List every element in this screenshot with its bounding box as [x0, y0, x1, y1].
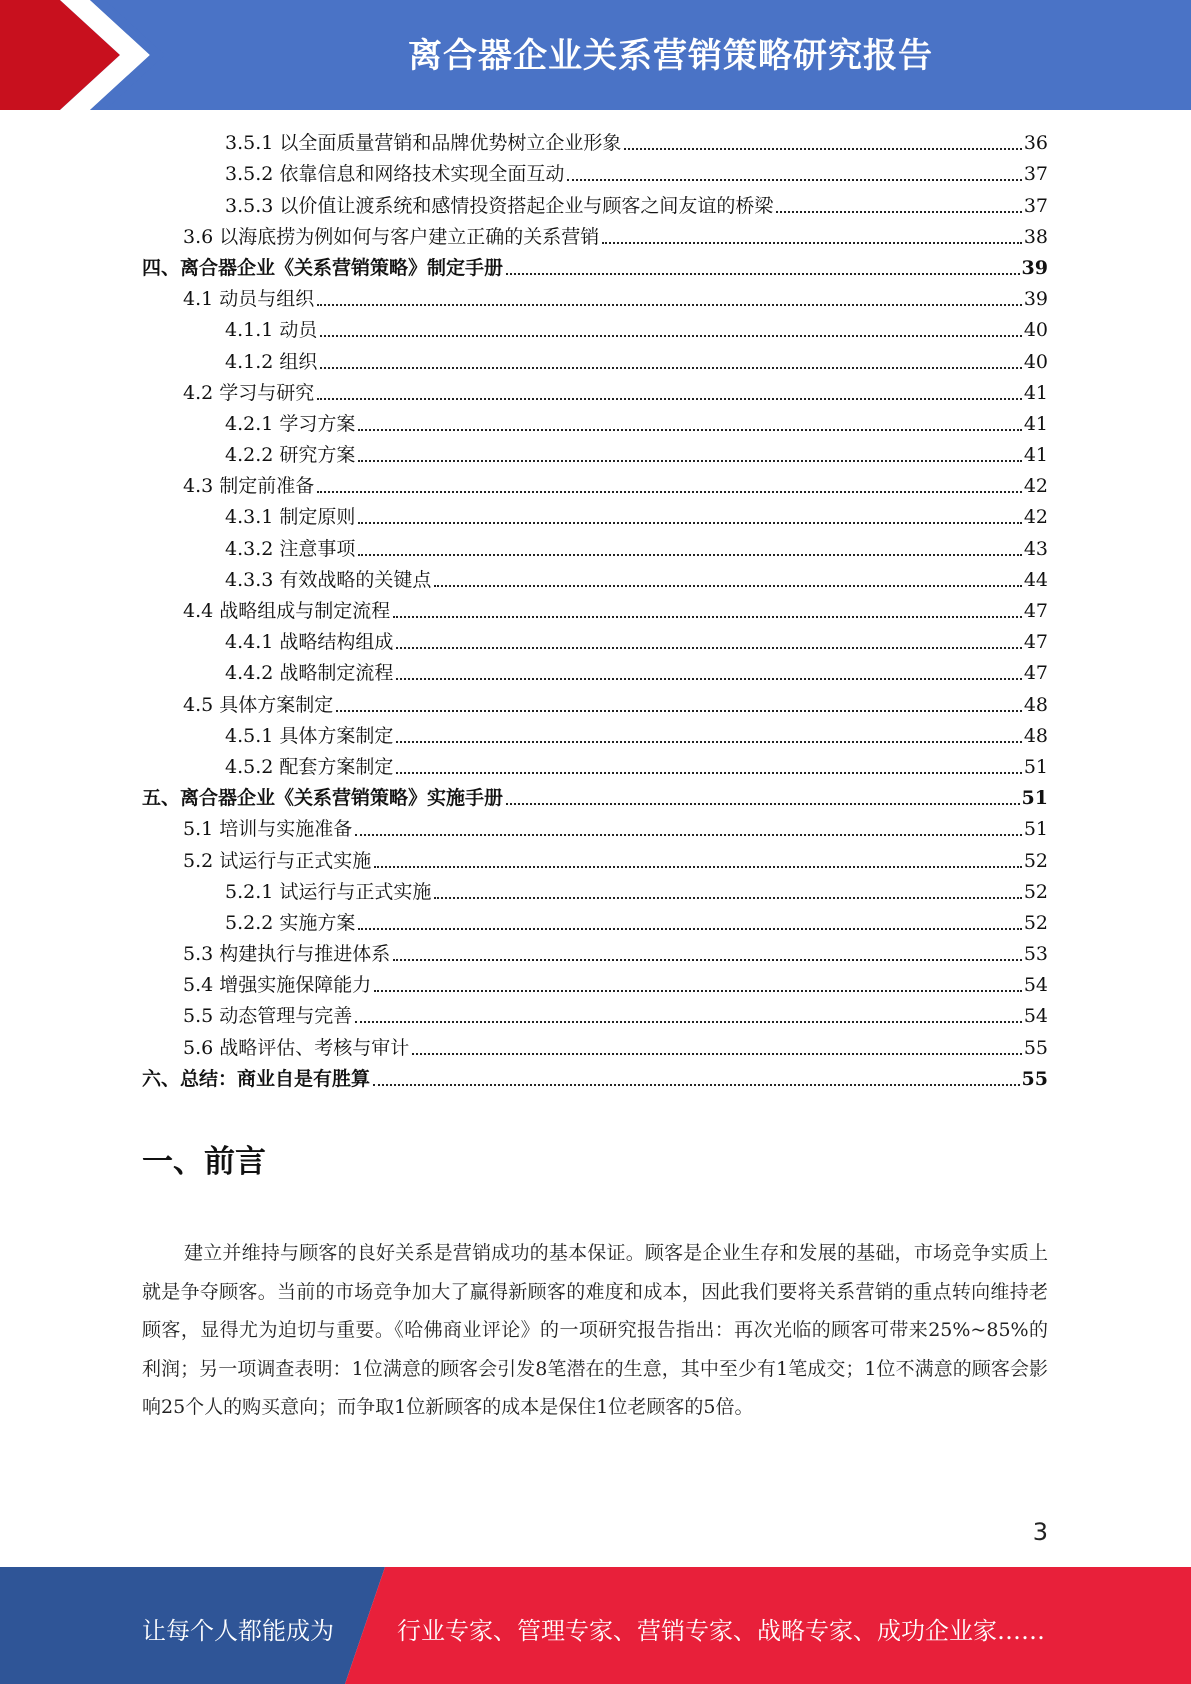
page-header [0, 0, 1191, 110]
toc-entry-page: 41 [1023, 381, 1048, 404]
toc-entry[interactable] [142, 253, 1048, 284]
toc-entry[interactable] [142, 877, 1048, 908]
toc-leader-dots [317, 491, 1022, 493]
toc-entry-page: 41 [1023, 412, 1048, 435]
toc-entry-page: 47 [1023, 662, 1048, 685]
toc-entry-page: 51 [1023, 755, 1048, 778]
toc-entry-page: 43 [1023, 537, 1048, 560]
toc-entry[interactable] [142, 596, 1048, 627]
toc-entry-title: 3.5.3 以价值让渡系统和感情投资搭起企业与顾客之间友谊的桥梁 [225, 194, 774, 217]
toc-entry-title: 5.2.1 试运行与正式实施 [225, 880, 432, 903]
toc-entry-page: 54 [1023, 974, 1048, 997]
toc-leader-dots [320, 367, 1021, 369]
toc-entry[interactable] [142, 1064, 1048, 1095]
toc-entry[interactable] [142, 128, 1048, 159]
toc-entry-page: 55 [1023, 1036, 1048, 1059]
toc-entry-page: 37 [1023, 194, 1048, 217]
body-paragraph: 建立并维持与顾客的良好关系是营销成功的基本保证。顾客是企业生存和发展的基础，市场竞争实质上就是争夺顾客。当前的市场竞争加大了赢得新顾客的难度和成本，因此我们要将关系营销的重点转向维持老顾客，显得尤为迫切与重要。《哈佛商业评论》的一项研究报告指出：再次光临的顾客可带来25%~85%的利润；另一项调查表明：1位满意的顾客会引发8笔潜在的生意，其中至少有1笔成交；1位不满意的顾客会影响25个人的购买意向；而争取1位新顾客的成本是保住1位老顾客的5倍。 [142, 1242, 1048, 1418]
toc-entry-page: 52 [1023, 880, 1048, 903]
toc-entry-title: 5.4 增强实施保障能力 [183, 974, 372, 997]
toc-entry[interactable] [142, 378, 1048, 409]
toc-leader-dots [506, 803, 1020, 805]
toc-entry[interactable] [142, 970, 1048, 1001]
table-of-contents [142, 128, 1048, 1095]
toc-leader-dots [317, 398, 1022, 400]
toc-entry-page: 40 [1023, 319, 1048, 342]
toc-entry[interactable] [142, 1032, 1048, 1063]
toc-leader-dots [358, 460, 1021, 462]
toc-leader-dots [396, 678, 1021, 680]
toc-entry[interactable] [142, 502, 1048, 533]
toc-entry-title: 4.4.1 战略结构组成 [225, 631, 394, 654]
toc-leader-dots [602, 242, 1022, 244]
toc-leader-dots [373, 1084, 1020, 1086]
document-title: 离合器企业关系营销策略研究报告 [408, 36, 933, 76]
toc-entry-title: 4.3.1 制定原则 [225, 506, 356, 529]
toc-leader-dots [506, 273, 1020, 275]
toc-entry-title: 3.6 以海底捞为例如何与客户建立正确的关系营销 [183, 225, 600, 248]
toc-leader-dots [393, 959, 1022, 961]
toc-entry[interactable] [142, 908, 1048, 939]
toc-entry-title: 4.3 制定前准备 [183, 475, 315, 498]
toc-leader-dots [396, 741, 1021, 743]
toc-entry-title: 4.2 学习与研究 [183, 381, 315, 404]
toc-leader-dots [336, 710, 1022, 712]
toc-entry-title: 4.5.2 配套方案制定 [225, 755, 394, 778]
toc-leader-dots [396, 772, 1021, 774]
toc-entry[interactable] [142, 315, 1048, 346]
toc-entry[interactable] [142, 814, 1048, 845]
toc-entry[interactable] [142, 284, 1048, 315]
toc-entry[interactable] [142, 565, 1048, 596]
page-number: 3 [1032, 1518, 1048, 1546]
footer-slogan-right: 行业专家、管理专家、营销专家、战略专家、成功企业家…… [397, 1617, 1045, 1645]
toc-leader-dots [358, 522, 1021, 524]
toc-entry-page: 41 [1023, 444, 1048, 467]
toc-leader-dots [374, 866, 1022, 868]
toc-leader-dots [396, 647, 1021, 649]
toc-entry[interactable] [142, 627, 1048, 658]
toc-entry-title: 4.4.2 战略制定流程 [225, 662, 394, 685]
toc-entry-title: 4.1 动员与组织 [183, 288, 315, 311]
toc-entry-page: 39 [1021, 256, 1048, 279]
toc-entry-page: 37 [1023, 163, 1048, 186]
section-heading: 一、前言 [142, 1144, 266, 1180]
toc-entry-title: 5.2.2 实施方案 [225, 911, 356, 934]
toc-entry[interactable] [142, 752, 1048, 783]
toc-entry[interactable] [142, 783, 1048, 814]
toc-entry-title: 4.5 具体方案制定 [183, 693, 334, 716]
toc-entry-title: 3.5.2 依靠信息和网络技术实现全面互动 [225, 163, 565, 186]
page-footer [0, 1567, 1191, 1684]
toc-entry-page: 53 [1023, 943, 1048, 966]
toc-entry-title: 五、离合器企业《关系营销策略》实施手册 [142, 787, 504, 810]
toc-entry-title: 4.1.1 动员 [225, 319, 318, 342]
toc-entry-title: 四、离合器企业《关系营销策略》制定手册 [142, 256, 504, 279]
toc-entry-page: 38 [1023, 225, 1048, 248]
toc-entry-page: 55 [1021, 1067, 1048, 1090]
toc-entry-title: 4.1.2 组织 [225, 350, 318, 373]
toc-entry-page: 51 [1021, 787, 1048, 810]
toc-entry-title: 4.3.2 注意事项 [225, 537, 356, 560]
toc-entry-page: 47 [1023, 600, 1048, 622]
toc-entry[interactable] [142, 1001, 1048, 1032]
toc-entry-page: 42 [1023, 506, 1048, 529]
toc-entry-page: 44 [1023, 568, 1048, 591]
toc-leader-dots [320, 335, 1021, 337]
toc-entry-title: 4.5.1 具体方案制定 [225, 724, 394, 747]
toc-entry-page: 42 [1023, 475, 1048, 498]
toc-leader-dots [358, 429, 1021, 431]
toc-entry-page: 40 [1023, 350, 1048, 373]
toc-entry-title: 5.2 试运行与正式实施 [183, 849, 372, 872]
toc-entry[interactable] [142, 440, 1048, 471]
toc-entry[interactable] [142, 471, 1048, 502]
toc-leader-dots [776, 211, 1021, 213]
toc-entry-title: 5.6 战略评估、考核与审计 [183, 1036, 410, 1059]
footer-slogan-left: 让每个人都能成为 [142, 1617, 334, 1645]
toc-entry-title: 3.5.1 以全面质量营销和品牌优势树立企业形象 [225, 132, 622, 155]
toc-entry-page: 52 [1023, 849, 1048, 872]
toc-entry-page: 39 [1023, 288, 1048, 311]
toc-entry-title: 4.2.2 研究方案 [225, 444, 356, 467]
toc-entry[interactable] [142, 721, 1048, 752]
toc-entry[interactable] [142, 409, 1048, 440]
toc-entry[interactable] [142, 222, 1048, 253]
toc-entry[interactable] [142, 845, 1048, 876]
toc-entry[interactable] [142, 689, 1048, 720]
toc-leader-dots [434, 585, 1021, 587]
toc-entry[interactable] [142, 658, 1048, 689]
toc-entry-page: 48 [1023, 693, 1048, 716]
toc-entry-title: 5.5 动态管理与完善 [183, 1005, 353, 1028]
toc-leader-dots [374, 990, 1022, 992]
toc-entry[interactable] [142, 159, 1048, 190]
toc-entry-page: 54 [1023, 1005, 1048, 1028]
toc-entry-title: 5.3 构建执行与推进体系 [183, 943, 391, 966]
toc-entry-page: 51 [1023, 818, 1048, 841]
toc-leader-dots [355, 1021, 1022, 1023]
toc-leader-dots [358, 554, 1021, 556]
toc-entry-title: 4.3.3 有效战略的关键点 [225, 568, 432, 591]
toc-entry-title: 4.4 战略组成与制定流程 [183, 600, 391, 622]
toc-leader-dots [434, 897, 1021, 899]
toc-leader-dots [358, 928, 1021, 930]
toc-leader-dots [624, 148, 1021, 150]
toc-leader-dots [412, 1053, 1022, 1055]
toc-entry-title: 5.1 培训与实施准备 [183, 818, 353, 841]
toc-leader-dots [317, 304, 1022, 306]
toc-leader-dots [567, 179, 1021, 181]
toc-entry-page: 47 [1023, 631, 1048, 654]
toc-entry-page: 52 [1023, 911, 1048, 934]
toc-entry[interactable] [142, 346, 1048, 377]
toc-entry-page: 36 [1023, 132, 1048, 155]
toc-leader-dots [355, 834, 1022, 836]
toc-entry[interactable] [142, 533, 1048, 564]
toc-entry[interactable] [142, 190, 1048, 221]
toc-entry-title: 4.2.1 学习方案 [225, 412, 356, 435]
toc-entry[interactable] [142, 939, 1048, 970]
toc-leader-dots [393, 616, 1022, 618]
toc-entry-page: 48 [1023, 724, 1048, 747]
toc-entry-title: 六、总结：商业自是有胜算 [142, 1067, 371, 1090]
